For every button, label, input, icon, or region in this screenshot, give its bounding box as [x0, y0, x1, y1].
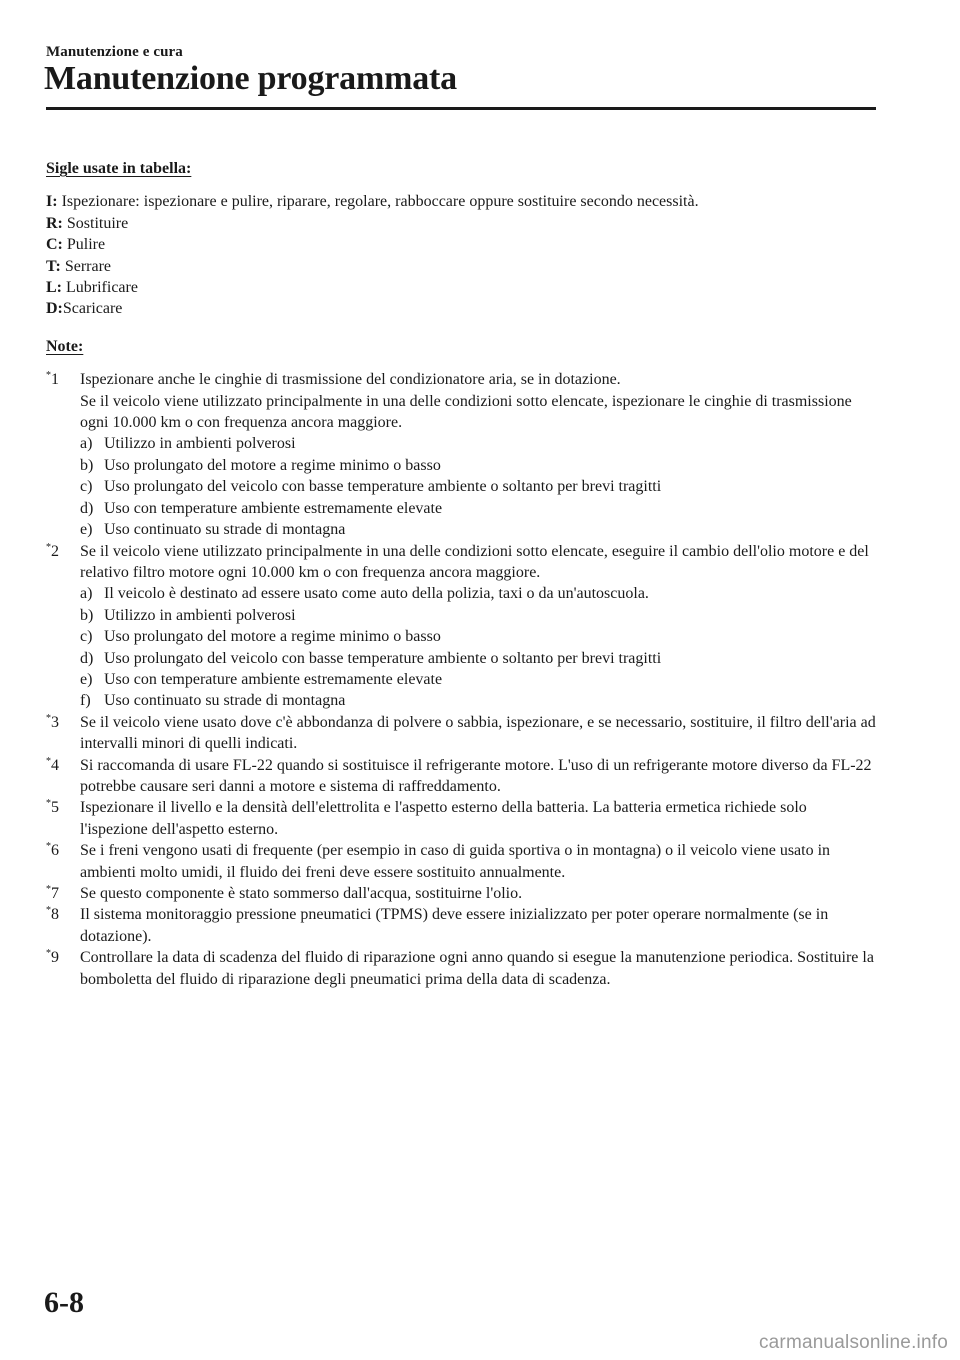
abbreviation-code: C: — [46, 236, 63, 254]
note-asterisk: * — [46, 905, 51, 917]
abbreviation-text: Ispezionare: ispezionare e pulire, riparare, regolare, rabboccare oppure sostituire secondo necessità. — [57, 193, 699, 211]
note-subitem — [80, 690, 876, 711]
note-number: 8 — [51, 906, 59, 924]
note-item — [46, 883, 876, 904]
note-marker — [46, 904, 80, 947]
note-number: 3 — [51, 713, 59, 731]
abbreviation-row — [46, 298, 876, 319]
note-asterisk: * — [46, 712, 51, 724]
note-text: Si raccomanda di usare FL-22 quando si sostituisce il refrigerante motore. L'uso di un refrigerante motore diverso da FL-22 potrebbe causare seri danni a motore e sistema di raffreddamento. — [80, 756, 872, 795]
subitem-letter: e) — [80, 521, 93, 539]
subitem-text: Uso continuato su strade di montagna — [104, 521, 346, 539]
notes-list — [46, 369, 876, 990]
note-marker — [46, 947, 80, 990]
note-item — [46, 541, 876, 712]
note-marker — [46, 755, 80, 798]
note-subitem — [80, 626, 876, 647]
note-item — [46, 904, 876, 947]
note-body — [80, 883, 876, 904]
note-number: 2 — [51, 542, 59, 560]
note-number: 1 — [51, 371, 59, 389]
note-asterisk: * — [46, 755, 51, 767]
note-asterisk: * — [46, 370, 51, 382]
note-item — [46, 797, 876, 840]
abbreviation-code: D: — [46, 300, 63, 318]
note-subitem — [80, 433, 876, 454]
note-subitem — [80, 455, 876, 476]
watermark: carmanualsonline.info — [758, 1332, 948, 1353]
abbreviations-list — [46, 191, 876, 319]
note-text: Se il veicolo viene utilizzato principalmente in una delle condizioni sotto elencate, ispezionare le cinghie di trasmissione ogni 10.000 km o con frequenza ancora maggiore. — [80, 392, 852, 432]
subitem-letter: a) — [80, 585, 93, 603]
note-asterisk: * — [46, 798, 51, 810]
note-subitem — [80, 669, 876, 690]
note-subitem — [80, 648, 876, 669]
notes-heading: Note: — [46, 337, 84, 355]
subitem-text: Uso prolungato del veicolo con basse temperature ambiente o soltanto per brevi tragitti — [104, 478, 662, 496]
abbreviation-row — [46, 256, 876, 277]
note-number: 7 — [51, 885, 59, 902]
note-text: Controllare la data di scadenza del fluido di riparazione ogni anno quando si esegue la manutenzione periodica. Sostituire la bomboletta del fluido di riparazione degli pneumatici prima della data di scadenza. — [80, 949, 874, 988]
note-marker — [46, 797, 80, 840]
subitem-letter: c) — [80, 478, 93, 496]
note-body — [80, 947, 876, 990]
note-marker — [46, 840, 80, 883]
abbreviation-text: Serrare — [60, 257, 111, 275]
subitem-text: Utilizzo in ambienti polverosi — [104, 606, 296, 624]
note-number: 9 — [51, 949, 59, 967]
note-text: Se il veicolo viene usato dove c'è abbondanza di polvere o sabbia, ispezionare, e se necessario, sostituire, il filtro dell'aria ad intervalli minori di quelli indicati. — [80, 713, 876, 753]
note-item — [46, 369, 876, 540]
note-number: 4 — [51, 756, 59, 774]
section-label: Manutenzione e cura — [46, 44, 183, 60]
subitem-letter: c) — [80, 628, 93, 646]
note-subitem — [80, 519, 876, 540]
note-marker — [46, 541, 80, 712]
note-marker — [46, 883, 80, 904]
abbreviation-code: T: — [46, 257, 61, 275]
abbreviation-code: R: — [46, 214, 63, 232]
abbreviation-row — [46, 191, 876, 212]
abbreviation-text: Lubrificare — [62, 279, 138, 297]
abbreviation-code: I: — [46, 193, 58, 211]
note-subitem — [80, 498, 876, 519]
title-rule — [46, 107, 876, 110]
subitem-letter: a) — [80, 435, 93, 453]
subitem-text: Uso prolungato del motore a regime minimo o basso — [104, 628, 441, 646]
note-text: Se i freni vengono usati di frequente (per esempio in caso di guida sportiva o in montagna) o il veicolo viene usato in ambienti molto umidi, il fluido dei freni deve essere sostituito annualmente. — [80, 842, 831, 881]
subitem-text: Uso con temperature ambiente estremamente elevate — [104, 499, 443, 517]
note-text: Se questo componente è stato sommerso dall'acqua, sostituirne l'olio. — [80, 885, 523, 902]
subitem-letter: d) — [80, 499, 94, 517]
note-body — [80, 904, 876, 947]
note-body — [80, 369, 876, 540]
subitem-letter: f) — [80, 692, 91, 710]
note-body — [80, 797, 876, 840]
note-item — [46, 947, 876, 990]
note-body — [80, 755, 876, 798]
page-content — [46, 158, 876, 990]
subitem-letter: b) — [80, 456, 94, 474]
subitem-text: Il veicolo è destinato ad essere usato come auto della polizia, taxi o da un'autoscuola. — [104, 585, 649, 603]
note-asterisk: * — [46, 541, 51, 553]
abbreviation-text: Sostituire — [62, 214, 129, 232]
subitem-letter: e) — [80, 670, 93, 688]
note-asterisk: * — [46, 884, 51, 895]
subitem-text: Uso prolungato del veicolo con basse temperature ambiente o soltanto per brevi tragitti — [104, 649, 662, 667]
note-subitem — [80, 605, 876, 626]
page-number: 6-8 — [44, 1286, 84, 1319]
subitem-text: Uso con temperature ambiente estremamente elevate — [104, 670, 443, 688]
subitem-text: Uso prolungato del motore a regime minimo o basso — [104, 456, 441, 474]
note-text: Se il veicolo viene utilizzato principalmente in una delle condizioni sotto elencate, eseguire il cambio dell'olio motore e del relativo filtro motore ogni 10.000 km o con frequenza ancora maggiore. — [80, 542, 869, 581]
abbreviations-heading: Sigle usate in tabella: — [46, 160, 192, 177]
note-item — [46, 712, 876, 755]
note-item — [46, 755, 876, 798]
abbreviation-row — [46, 213, 876, 234]
note-body — [80, 840, 876, 883]
note-text: Ispezionare il livello e la densità dell'elettrolita e l'aspetto esterno della batteria. La batteria ermetica richiede solo l'ispezione dell'aspetto esterno. — [80, 799, 807, 838]
subitem-letter: b) — [80, 606, 94, 624]
note-subitem — [80, 476, 876, 497]
note-text: Il sistema monitoraggio pressione pneumatici (TPMS) deve essere inizializzato per poter operare normalmente (se in dotazione). — [80, 906, 829, 945]
page-title: Manutenzione programmata — [44, 60, 457, 97]
note-number: 5 — [51, 799, 59, 817]
note-item — [46, 840, 876, 883]
note-body — [80, 712, 876, 755]
subitem-text: Uso continuato su strade di montagna — [104, 692, 346, 710]
note-body — [80, 541, 876, 712]
note-marker — [46, 712, 80, 755]
note-number: 6 — [51, 842, 59, 860]
subitem-letter: d) — [80, 649, 94, 667]
abbreviation-text: Pulire — [62, 236, 106, 254]
abbreviation-code: L: — [46, 279, 62, 297]
abbreviation-text: Scaricare — [62, 300, 123, 318]
subitem-text: Utilizzo in ambienti polverosi — [104, 435, 296, 453]
note-subitem — [80, 583, 876, 604]
note-text: Ispezionare anche le cinghie di trasmissione del condizionatore aria, se in dotazione. — [80, 371, 621, 389]
note-asterisk: * — [46, 948, 51, 960]
abbreviation-row — [46, 277, 876, 298]
abbreviation-row — [46, 234, 876, 255]
note-asterisk: * — [46, 841, 51, 853]
note-marker — [46, 369, 80, 540]
